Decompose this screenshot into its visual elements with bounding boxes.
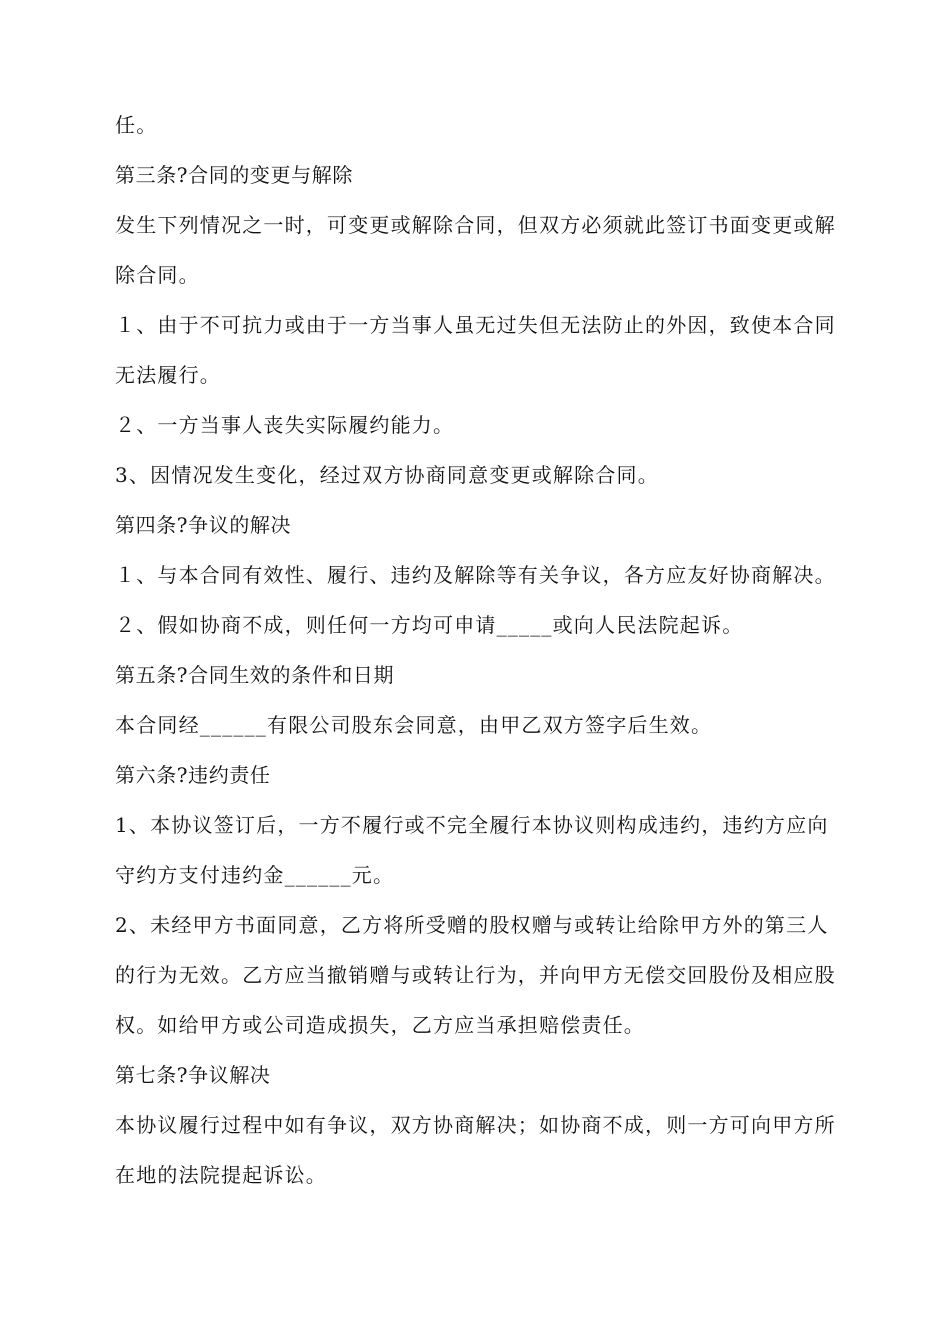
article-7-heading: 第七条?争议解决 bbox=[115, 1063, 271, 1087]
article-6-item-1: 1、本协议签订后，一方不履行或不完全履行本协议则构成违约，违约方应向守约方支付违约金______元。 bbox=[115, 813, 829, 887]
article-3-heading: 第三条?合同的变更与解除 bbox=[115, 163, 353, 187]
article-6-heading: 第六条?违约责任 bbox=[115, 763, 271, 787]
article-5-body: 本合同经______有限公司股东会同意，由甲乙双方签字后生效。 bbox=[115, 713, 713, 737]
article-4-item-2: ２、假如协商不成，则任何一方均可申请_____或向人民法院起诉。 bbox=[115, 613, 744, 637]
article-3-item-1: １、由于不可抗力或由于一方当事人虽无过失但无法防止的外因，致使本合同无法履行。 bbox=[115, 313, 836, 387]
article-4-item-1: １、与本合同有效性、履行、违约及解除等有关争议，各方应友好协商解决。 bbox=[115, 563, 836, 587]
paragraph-continuation: 任。 bbox=[115, 113, 158, 137]
article-6-item-2: 2、未经甲方书面同意，乙方将所受赠的股权赠与或转让给除甲方外的第三人的行为无效。乙方应当撤销赠与或转让行为，并向甲方无偿交回股份及相应股权。如给甲方或公司造成损失，乙方应当承担赔偿责任。 bbox=[115, 913, 836, 1037]
article-4-heading: 第四条?争议的解决 bbox=[115, 513, 292, 537]
article-3-intro: 发生下列情况之一时，可变更或解除合同，但双方必须就此签订书面变更或解除合同。 bbox=[115, 213, 836, 287]
article-7-body: 本协议履行过程中如有争议，双方协商解决；如协商不成，则一方可向甲方所在地的法院提起诉讼。 bbox=[115, 1113, 836, 1187]
article-3-item-3: 3、因情况发生变化，经过双方协商同意变更或解除合同。 bbox=[115, 463, 659, 487]
article-5-heading: 第五条?合同生效的条件和日期 bbox=[115, 663, 395, 687]
article-3-item-2: ２、一方当事人丧失实际履约能力。 bbox=[115, 413, 455, 437]
document-body bbox=[115, 100, 840, 1200]
